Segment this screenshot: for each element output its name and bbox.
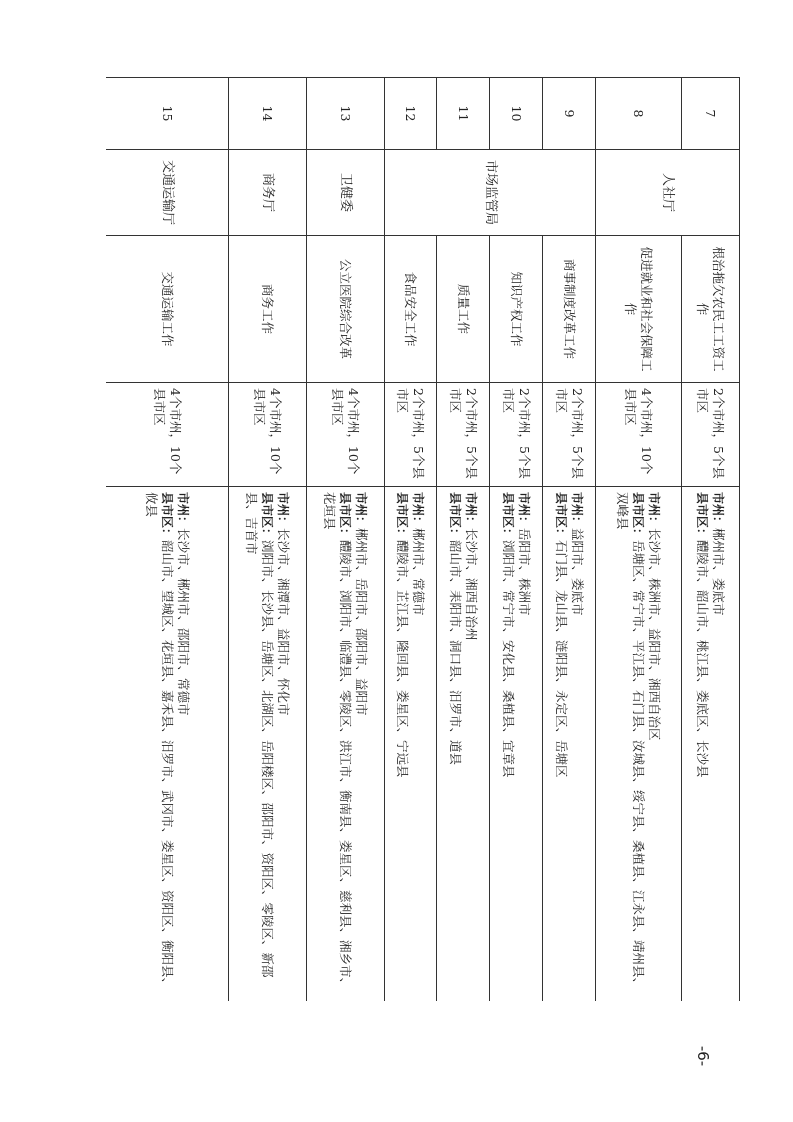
- scope-cell: 2个市州，5个县市区: [682, 383, 740, 487]
- city-line: [516, 492, 532, 996]
- city-label: 市州：: [411, 492, 426, 529]
- city-label: 市州：: [570, 492, 584, 529]
- row-number: 7: [682, 78, 740, 150]
- county-text: 醴陵市、浏阳市、临澧县、零陵区、洪江市、衡南县、娄星区、慈利县、湘乡市、花垣县: [322, 492, 354, 991]
- region-list-cell: [596, 487, 682, 1002]
- city-label: 市州：: [354, 492, 369, 529]
- scope-cell: 4个市州，10个县市区: [596, 383, 682, 487]
- task-cell: 商事制度改革工作: [543, 236, 596, 383]
- county-line: [244, 492, 276, 996]
- scope-cell: 2个市州，5个县市区: [543, 383, 596, 487]
- city-label: 市州：: [464, 492, 478, 529]
- task-cell: 知识产权工作: [490, 236, 543, 383]
- assessment-table: [106, 77, 740, 1001]
- city-text: 益阳市、娄底市: [570, 528, 585, 616]
- county-line: [553, 492, 569, 996]
- table-row: [307, 78, 385, 1002]
- county-label: 县市区：: [631, 492, 646, 541]
- county-label: 县市区：: [448, 492, 462, 541]
- department-cell: 人社厅: [596, 150, 740, 236]
- region-list-cell: [490, 487, 543, 1002]
- row-number: 15: [106, 78, 229, 150]
- county-text: 浏阳市、常宁市、安化县、桑植县、宜章县: [501, 540, 516, 778]
- county-line: [143, 492, 175, 996]
- department-cell: 交通运输厅: [106, 150, 229, 236]
- task-cell: 商务工作: [229, 236, 307, 383]
- city-label: 市州：: [176, 492, 190, 529]
- row-number: 8: [596, 78, 682, 150]
- task-cell: 根治拖欠农民工工资工作: [682, 236, 740, 383]
- county-text: 浏阳市、长沙县、岳塘区、北湖区、岳阳楼区、邵阳市、资阳区、零陵区、新邵县、吉首市: [244, 492, 276, 978]
- city-label: 市州：: [517, 492, 531, 529]
- county-line: [395, 492, 411, 996]
- city-line: [276, 492, 292, 996]
- scope-cell: 2个市州，5个县市区: [385, 383, 437, 487]
- row-number: 11: [437, 78, 490, 150]
- table-wrapper: [106, 77, 740, 1001]
- table-row: [229, 78, 307, 1002]
- row-number: 13: [307, 78, 385, 150]
- task-cell: 质量工作: [437, 236, 490, 383]
- row-number: 14: [229, 78, 307, 150]
- city-line: [354, 492, 370, 996]
- task-cell: 促进就业和社会保障工作: [596, 236, 682, 383]
- table-row: [682, 78, 740, 1002]
- city-label: 市州：: [711, 492, 726, 529]
- region-list-cell: [229, 487, 307, 1002]
- city-line: [569, 492, 585, 996]
- county-text: 韶山市、耒阳市、洞口县、汨罗市、道县: [448, 540, 463, 766]
- county-label: 县市区：: [695, 492, 710, 541]
- county-line: [615, 492, 647, 996]
- row-number: 10: [490, 78, 543, 150]
- city-text: 郴州市、常德市: [411, 528, 427, 616]
- county-text: 韶山市、望城区、花垣县、嘉禾县、汨罗市、武冈市、娄星区、资阳区、衡阳县、攸县: [144, 492, 175, 991]
- city-line: [175, 492, 191, 996]
- county-line: [500, 492, 516, 996]
- row-number: 12: [385, 78, 437, 150]
- region-list-cell: [385, 487, 437, 1002]
- city-label: 市州：: [276, 492, 291, 529]
- city-text: 长沙市、湘西自治州: [464, 528, 479, 641]
- department-cell: 卫健委: [307, 150, 385, 236]
- city-line: [711, 492, 727, 996]
- scope-cell: 2个市州，5个县市区: [490, 383, 543, 487]
- department-cell: 市场监管局: [385, 150, 596, 236]
- city-text: 长沙市、郴州市、邵阳市、常德市: [176, 528, 191, 716]
- county-line: [322, 492, 354, 996]
- county-label: 县市区：: [501, 492, 515, 541]
- scope-cell: 4个市州，10个县市区: [307, 383, 385, 487]
- scope-cell: 4个市州，10个县市区: [229, 383, 307, 487]
- task-cell: 公立医院综合改革: [307, 236, 385, 383]
- county-label: 县市区：: [160, 492, 174, 541]
- county-text: 醴陵市、芷江县、隆回县、娄星区、宁远县: [395, 540, 411, 778]
- row-number: 9: [543, 78, 596, 150]
- department-cell: 商务厅: [229, 150, 307, 236]
- city-line: [647, 492, 663, 996]
- county-label: 县市区：: [338, 492, 353, 541]
- county-text: 石门县、龙山县、涟阳县、永定区、岳塘区: [554, 540, 569, 778]
- county-label: 县市区：: [395, 492, 410, 541]
- rotated-table-area: [106, 77, 740, 1001]
- county-label: 县市区：: [260, 492, 275, 541]
- scope-cell: 4个市州，10个县市区: [106, 383, 229, 487]
- city-line: [463, 492, 479, 996]
- county-text: 醴陵市、韶山市、桃江县、娄底区、长沙县: [695, 540, 711, 778]
- county-line: [447, 492, 463, 996]
- city-text: 岳阳市、株洲市: [517, 528, 532, 616]
- region-list-cell: [437, 487, 490, 1002]
- table-row: [543, 78, 596, 1002]
- region-list-cell: [543, 487, 596, 1002]
- page-number: -6-: [694, 1045, 712, 1067]
- region-list-cell: [307, 487, 385, 1002]
- scope-cell: 2个市州，5个县市区: [437, 383, 490, 487]
- county-label: 县市区：: [554, 492, 568, 541]
- table-row: [106, 78, 229, 1002]
- city-text: 郴州市、娄底市: [711, 528, 727, 616]
- city-text: 长沙市、湘潭市、益阳市、怀化市: [276, 528, 292, 716]
- city-text: 郴州市、岳阳市、邵阳市、益阳市: [354, 528, 370, 716]
- city-label: 市州：: [647, 492, 662, 529]
- county-line: [695, 492, 711, 996]
- region-list-cell: [682, 487, 740, 1002]
- task-cell: 食品安全工作: [385, 236, 437, 383]
- county-text: 岳塘区、常宁市、平江县、石门县、汝城县、绥宁县、桑植县、江永县、靖州县、双峰县: [615, 492, 647, 991]
- city-text: 长沙市、株洲市、益阳市、湘西自治区: [647, 528, 663, 741]
- city-line: [411, 492, 427, 996]
- task-cell: 交通运输工作: [106, 236, 229, 383]
- region-list-cell: [106, 487, 229, 1002]
